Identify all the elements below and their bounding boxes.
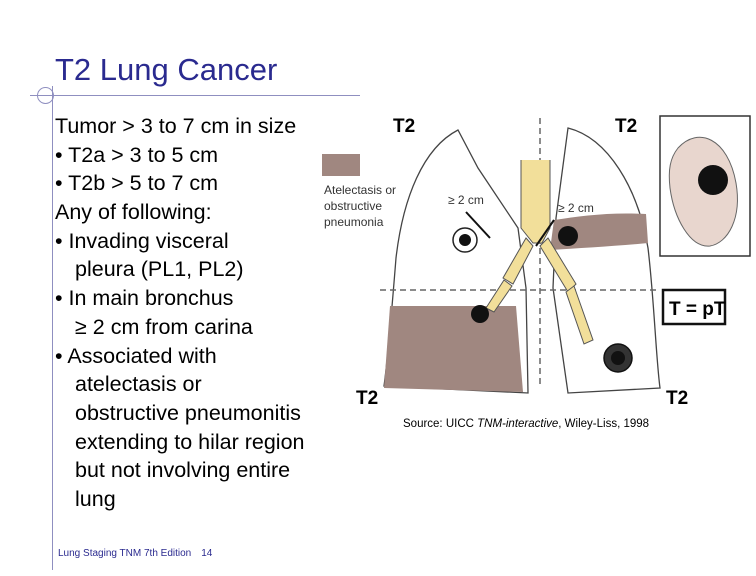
label-t2-top-left: T2 (393, 116, 416, 137)
body-line: • T2a > 3 to 5 cm (55, 142, 219, 167)
label-t2-top-right: T2 (615, 116, 638, 137)
tumor-upper-left-core (459, 234, 471, 246)
body-line: but not involving entire (75, 458, 291, 483)
tumor-right-lower-core (611, 351, 625, 365)
legend-text-2: obstructive (324, 199, 383, 213)
body-line: Any of following: (55, 200, 212, 225)
body-line: • Associated with (55, 343, 217, 368)
decorative-circle (37, 87, 54, 104)
source-citation (403, 418, 649, 430)
legend-text-3: pneumonia (324, 215, 384, 229)
left-margin-rule (52, 86, 53, 570)
body-line: • Invading visceral (55, 228, 229, 253)
footer (58, 548, 212, 559)
page-title: T2 Lung Cancer (55, 52, 278, 87)
body-line: obstructive pneumonitis (75, 400, 301, 425)
body-line: extending to hilar region (75, 429, 305, 454)
body-line: lung (75, 486, 116, 511)
source-suffix: , Wiley-Liss, 1998 (558, 418, 650, 430)
right-lower-bronchus (566, 286, 593, 344)
source-title: TNM-interactive (477, 418, 559, 430)
tumor-right-hilar (558, 226, 578, 246)
source-prefix: Source: UICC (403, 418, 478, 430)
legend-text-1: Atelectasis or (324, 183, 397, 197)
pleura-inset-tumor (698, 165, 728, 195)
tumor-left-lower (471, 305, 489, 323)
page-number: 14 (201, 548, 213, 559)
t-equals-pt-label: T = pT (669, 299, 726, 320)
body-line: pleura (PL1, PL2) (75, 257, 244, 282)
body-line: atelectasis or (75, 372, 202, 397)
body-line: • In main bronchus (55, 286, 234, 311)
left-main-bronchus (503, 238, 533, 284)
label-t2-bottom-right: T2 (666, 388, 689, 408)
dimension-label-right: ≥ 2 cm (558, 201, 594, 215)
lung-diagram (318, 108, 756, 408)
body-line: • T2b > 5 to 7 cm (55, 171, 219, 196)
body-line: ≥ 2 cm from carina (75, 314, 253, 339)
body-line: Tumor > 3 to 7 cm in size (55, 114, 297, 138)
label-t2-bottom-left: T2 (356, 388, 379, 408)
body-text (55, 112, 305, 514)
legend-swatch (322, 154, 360, 176)
atelectasis-left-lower (384, 306, 523, 392)
footer-text: Lung Staging TNM 7th Edition (58, 548, 192, 559)
title-divider (30, 95, 360, 96)
dimension-label-left: ≥ 2 cm (448, 193, 484, 207)
